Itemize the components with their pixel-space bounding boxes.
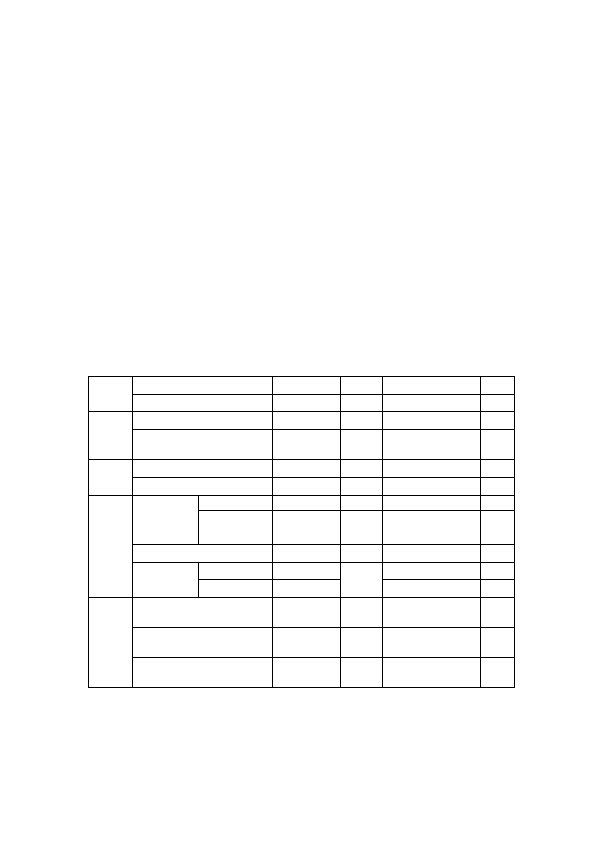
table-cell [341, 478, 383, 496]
table-cell [341, 598, 383, 628]
table-cell [341, 545, 383, 563]
table-cell [383, 496, 481, 511]
table-cell [383, 395, 481, 412]
table-cell [481, 628, 515, 658]
table-row-group-label [89, 598, 133, 688]
table-cell [341, 563, 383, 598]
table-cell [273, 658, 341, 688]
table-cell [273, 395, 341, 412]
table-row-group-label [89, 496, 133, 598]
table-cell [133, 395, 273, 412]
table-cell [481, 658, 515, 688]
schedule-table [88, 376, 515, 688]
table-cell [341, 628, 383, 658]
table-cell [133, 478, 273, 496]
table-cell [383, 658, 481, 688]
table-cell [481, 395, 515, 412]
table-cell [383, 628, 481, 658]
table-cell [341, 511, 383, 545]
table-cell [383, 545, 481, 563]
table-cell [341, 412, 383, 430]
table-cell [273, 598, 341, 628]
table-cell [481, 430, 515, 460]
table-cell [341, 395, 383, 412]
table-header-cell [481, 377, 515, 395]
table-row-group-label [89, 412, 133, 460]
table-cell [383, 511, 481, 545]
table-cell [481, 511, 515, 545]
table-cell [383, 430, 481, 460]
table-cell [133, 545, 273, 563]
table-cell [273, 412, 341, 430]
table-header-cell [89, 377, 133, 412]
table-cell [133, 598, 273, 628]
table-cell [273, 430, 341, 460]
table-cell [481, 496, 515, 511]
table-cell [383, 598, 481, 628]
table-cell [273, 580, 341, 598]
table-cell [133, 412, 273, 430]
table-cell [341, 658, 383, 688]
table-cell [481, 598, 515, 628]
table-cell [133, 658, 273, 688]
table-cell [133, 496, 199, 545]
table-cell [133, 430, 273, 460]
table-cell [199, 580, 273, 598]
table-cell [383, 460, 481, 478]
table-cell [199, 511, 273, 545]
table-cell [273, 563, 341, 580]
table-cell [341, 460, 383, 478]
table-header-cell [383, 377, 481, 395]
table-cell [383, 580, 481, 598]
table-cell [481, 460, 515, 478]
table-cell [481, 478, 515, 496]
table-cell [133, 628, 273, 658]
table-cell [341, 430, 383, 460]
table-header-cell [133, 377, 273, 395]
table-cell [273, 545, 341, 563]
table-cell [199, 563, 273, 580]
table-cell [273, 628, 341, 658]
table-cell [273, 511, 341, 545]
table-cell [273, 460, 341, 478]
table-cell [383, 563, 481, 580]
table-cell [341, 496, 383, 511]
table-cell [133, 460, 273, 478]
table-header-cell [341, 377, 383, 395]
table-cell [273, 478, 341, 496]
table-cell [481, 545, 515, 563]
table-cell [481, 412, 515, 430]
table-cell [481, 580, 515, 598]
table-cell [199, 496, 273, 511]
table-cell [383, 478, 481, 496]
table-row-group-label [89, 460, 133, 496]
table-cell [273, 496, 341, 511]
table-cell [481, 563, 515, 580]
table-header-cell [273, 377, 341, 395]
table-cell [383, 412, 481, 430]
table-cell [133, 563, 199, 598]
